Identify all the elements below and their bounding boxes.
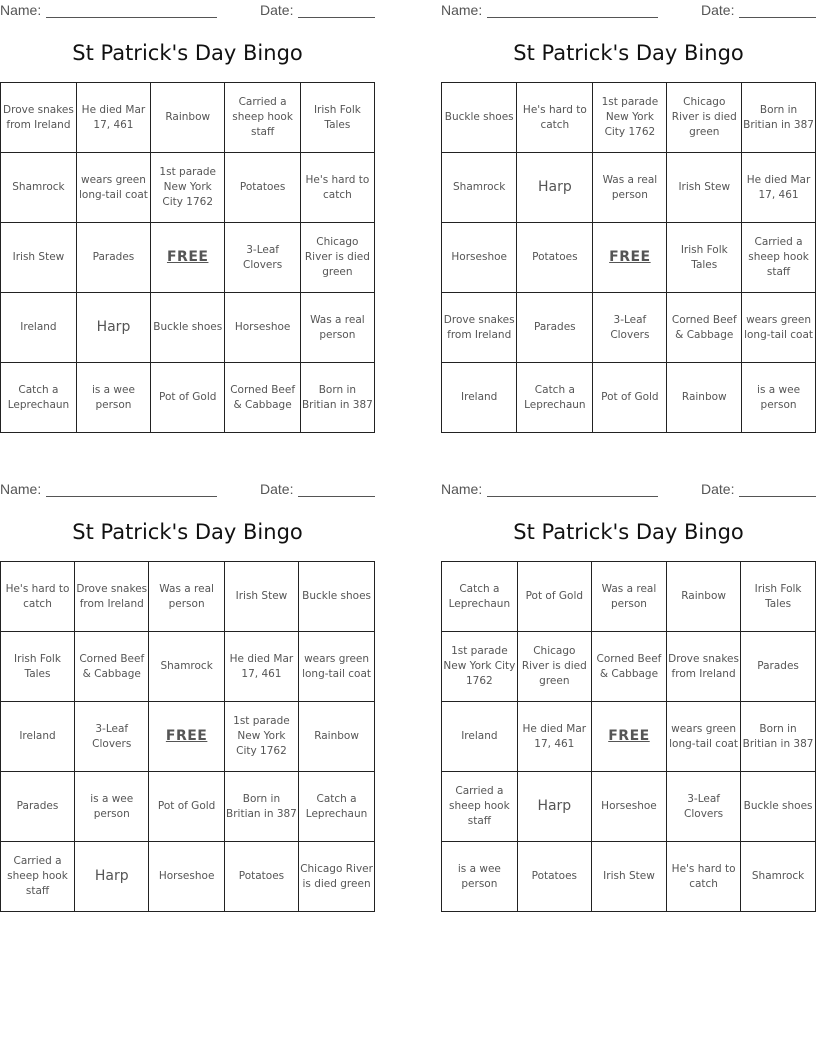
grid-row xyxy=(1,223,375,293)
bingo-cell[interactable]: 1st parade New York City 1762 xyxy=(593,83,667,153)
grid-row xyxy=(1,772,375,842)
name-label: Name: xyxy=(441,481,483,497)
grid-row xyxy=(442,363,816,433)
bingo-cell[interactable]: Carried a sheep hook staff xyxy=(1,842,75,912)
bingo-cell[interactable]: Harp xyxy=(75,842,149,912)
card-title: St Patrick's Day Bingo xyxy=(72,520,303,544)
bingo-cell[interactable]: Harp xyxy=(517,153,593,223)
bingo-cell[interactable]: Pot of Gold xyxy=(517,562,591,632)
name-label: Name: xyxy=(0,481,42,497)
bingo-cell[interactable]: He's hard to catch xyxy=(300,153,374,223)
card-title: St Patrick's Day Bingo xyxy=(72,41,303,65)
grid-row xyxy=(1,363,375,433)
bingo-cell[interactable]: Ireland xyxy=(1,702,75,772)
bingo-cell[interactable]: Was a real person xyxy=(591,562,666,632)
bingo-cell[interactable]: Rainbow xyxy=(151,83,225,153)
bingo-cell[interactable]: Shamrock xyxy=(442,153,517,223)
bingo-cell[interactable]: Horseshoe xyxy=(591,772,666,842)
bingo-cell[interactable]: 1st parade New York City 1762 xyxy=(224,702,298,772)
grid-row xyxy=(442,772,816,842)
bingo-cell[interactable]: Irish Folk Tales xyxy=(300,83,374,153)
bingo-cell[interactable]: 3-Leaf Clovers xyxy=(667,772,741,842)
card-title: St Patrick's Day Bingo xyxy=(513,520,744,544)
grid-row xyxy=(442,223,816,293)
bingo-cell[interactable]: Horseshoe xyxy=(149,842,224,912)
bingo-cell[interactable]: Ireland xyxy=(1,293,77,363)
date-label: Date: xyxy=(701,481,735,497)
bingo-cell[interactable]: Rainbow xyxy=(299,702,375,772)
bingo-cell[interactable]: Catch a Leprechaun xyxy=(299,772,375,842)
bingo-cell[interactable]: Corned Beef & Cabbage xyxy=(75,632,149,702)
card-header xyxy=(441,0,816,20)
date-line[interactable] xyxy=(739,17,816,18)
bingo-cell[interactable]: wears green long-tail coat xyxy=(742,293,816,363)
card-header xyxy=(0,0,375,20)
bingo-cell[interactable]: Buckle shoes xyxy=(151,293,225,363)
bingo-cell[interactable]: Potatoes xyxy=(224,842,298,912)
bingo-cell[interactable]: Catch a Leprechaun xyxy=(517,363,593,433)
bingo-cell[interactable]: Horseshoe xyxy=(225,293,300,363)
bingo-cell[interactable]: Irish Folk Tales xyxy=(1,632,75,702)
bingo-cell[interactable]: 1st parade New York City 1762 xyxy=(442,632,518,702)
bingo-cell[interactable]: Corned Beef & Cabbage xyxy=(667,293,742,363)
name-line[interactable] xyxy=(46,17,217,18)
grid-row xyxy=(1,153,375,223)
bingo-cell[interactable]: 3-Leaf Clovers xyxy=(225,223,300,293)
free-space-cell[interactable]: FREE xyxy=(593,223,667,293)
date-label: Date: xyxy=(701,2,735,18)
bingo-cell[interactable]: is a wee person xyxy=(742,363,816,433)
bingo-cell[interactable]: wears green long-tail coat xyxy=(299,632,375,702)
grid-row xyxy=(1,83,375,153)
grid-row xyxy=(1,293,375,363)
bingo-cell[interactable]: Pot of Gold xyxy=(593,363,667,433)
bingo-cell[interactable]: He died Mar 17, 461 xyxy=(224,632,298,702)
grid-row xyxy=(442,293,816,363)
bingo-cell[interactable]: He's hard to catch xyxy=(1,562,75,632)
bingo-cell[interactable]: Shamrock xyxy=(149,632,224,702)
grid-row xyxy=(442,562,816,632)
bingo-cell[interactable]: Drove snakes from Ireland xyxy=(442,293,517,363)
bingo-cell[interactable]: Buckle shoes xyxy=(741,772,816,842)
bingo-cell[interactable]: Irish Folk Tales xyxy=(741,562,816,632)
bingo-cell[interactable]: Irish Stew xyxy=(591,842,666,912)
bingo-cell[interactable]: Carried a sheep hook staff xyxy=(742,223,816,293)
bingo-grid xyxy=(441,561,816,912)
bingo-grid xyxy=(441,82,816,433)
bingo-cell[interactable]: Rainbow xyxy=(667,562,741,632)
bingo-cell[interactable]: Irish Stew xyxy=(1,223,77,293)
bingo-cell[interactable]: He died Mar 17, 461 xyxy=(517,702,591,772)
grid-row xyxy=(442,153,816,223)
bingo-cell[interactable]: Was a real person xyxy=(593,153,667,223)
bingo-cell[interactable]: wears green long-tail coat xyxy=(667,702,741,772)
bingo-cell[interactable]: Ireland xyxy=(442,702,518,772)
bingo-cell[interactable]: Chicago River is died green xyxy=(299,842,375,912)
name-label: Name: xyxy=(441,2,483,18)
bingo-cell[interactable]: Harp xyxy=(517,772,591,842)
name-label: Name: xyxy=(0,2,42,18)
free-space-cell[interactable]: FREE xyxy=(151,223,225,293)
grid-row xyxy=(442,632,816,702)
date-line[interactable] xyxy=(298,17,375,18)
grid-row xyxy=(442,702,816,772)
free-space-cell[interactable]: FREE xyxy=(149,702,224,772)
bingo-cell[interactable]: Carried a sheep hook staff xyxy=(442,772,518,842)
grid-row xyxy=(1,842,375,912)
bingo-cell[interactable]: Carried a sheep hook staff xyxy=(225,83,300,153)
bingo-cell[interactable]: Chicago River is died green xyxy=(517,632,591,702)
date-label: Date: xyxy=(260,2,294,18)
bingo-cell[interactable]: Chicago River is died green xyxy=(300,223,374,293)
bingo-cell[interactable]: Harp xyxy=(76,293,150,363)
bingo-cell[interactable]: Was a real person xyxy=(300,293,374,363)
free-space-cell[interactable]: FREE xyxy=(591,702,666,772)
bingo-cell[interactable]: Corned Beef & Cabbage xyxy=(225,363,300,433)
bingo-cell[interactable]: Parades xyxy=(1,772,75,842)
bingo-cell[interactable]: Catch a Leprechaun xyxy=(1,363,77,433)
bingo-cell[interactable]: Pot of Gold xyxy=(151,363,225,433)
bingo-cell[interactable]: Catch a Leprechaun xyxy=(442,562,518,632)
bingo-cell[interactable]: He died Mar 17, 461 xyxy=(742,153,816,223)
bingo-cell[interactable]: Potatoes xyxy=(517,842,591,912)
bingo-cell[interactable]: Rainbow xyxy=(667,363,742,433)
bingo-cell[interactable]: 3-Leaf Clovers xyxy=(75,702,149,772)
bingo-cell[interactable]: Was a real person xyxy=(149,562,224,632)
bingo-grid xyxy=(0,561,375,912)
bingo-cell[interactable]: Born in Britian in 387 xyxy=(741,702,816,772)
grid-row xyxy=(442,842,816,912)
bingo-cell[interactable]: 1st parade New York City 1762 xyxy=(151,153,225,223)
bingo-cell[interactable]: Drove snakes from Ireland xyxy=(667,632,741,702)
date-line[interactable] xyxy=(739,496,816,497)
date-label: Date: xyxy=(260,481,294,497)
bingo-grid xyxy=(0,82,375,433)
bingo-cell[interactable]: is a wee person xyxy=(76,363,150,433)
bingo-cell[interactable]: Parades xyxy=(76,223,150,293)
bingo-cell[interactable]: Potatoes xyxy=(517,223,593,293)
name-line[interactable] xyxy=(487,496,658,497)
name-line[interactable] xyxy=(46,496,217,497)
date-line[interactable] xyxy=(298,496,375,497)
bingo-cell[interactable]: He's hard to catch xyxy=(667,842,741,912)
bingo-cell[interactable]: Shamrock xyxy=(1,153,77,223)
grid-row xyxy=(1,702,375,772)
bingo-cell[interactable]: Born in Britian in 387 xyxy=(742,83,816,153)
grid-row xyxy=(442,83,816,153)
bingo-cell[interactable]: Parades xyxy=(517,293,593,363)
bingo-cell[interactable]: Horseshoe xyxy=(442,223,517,293)
bingo-cell[interactable]: Pot of Gold xyxy=(149,772,224,842)
bingo-cell[interactable]: Born in Britian in 387 xyxy=(224,772,298,842)
bingo-cell[interactable]: is a wee person xyxy=(442,842,518,912)
card-header xyxy=(441,479,816,499)
bingo-cell[interactable]: Shamrock xyxy=(741,842,816,912)
bingo-cell[interactable]: Buckle shoes xyxy=(442,83,517,153)
bingo-cell[interactable]: wears green long-tail coat xyxy=(76,153,150,223)
bingo-cell[interactable]: Buckle shoes xyxy=(299,562,375,632)
bingo-cell[interactable]: He died Mar 17, 461 xyxy=(76,83,150,153)
bingo-cell[interactable]: Irish Stew xyxy=(667,153,742,223)
bingo-cell[interactable]: 3-Leaf Clovers xyxy=(593,293,667,363)
name-line[interactable] xyxy=(487,17,658,18)
bingo-cell[interactable]: Drove snakes from Ireland xyxy=(75,562,149,632)
bingo-cell[interactable]: Corned Beef & Cabbage xyxy=(591,632,666,702)
bingo-cell[interactable]: Parades xyxy=(741,632,816,702)
bingo-cell[interactable]: He's hard to catch xyxy=(517,83,593,153)
grid-row xyxy=(1,562,375,632)
card-title: St Patrick's Day Bingo xyxy=(513,41,744,65)
bingo-cell[interactable]: Drove snakes from Ireland xyxy=(1,83,77,153)
bingo-cell[interactable]: Irish Stew xyxy=(224,562,298,632)
bingo-cell[interactable]: Ireland xyxy=(442,363,517,433)
grid-row xyxy=(1,632,375,702)
bingo-cell[interactable]: Irish Folk Tales xyxy=(667,223,742,293)
card-header xyxy=(0,479,375,499)
bingo-cell[interactable]: is a wee person xyxy=(75,772,149,842)
bingo-cell[interactable]: Born in Britian in 387 xyxy=(300,363,374,433)
bingo-cell[interactable]: Potatoes xyxy=(225,153,300,223)
bingo-cell[interactable]: Chicago River is died green xyxy=(667,83,742,153)
